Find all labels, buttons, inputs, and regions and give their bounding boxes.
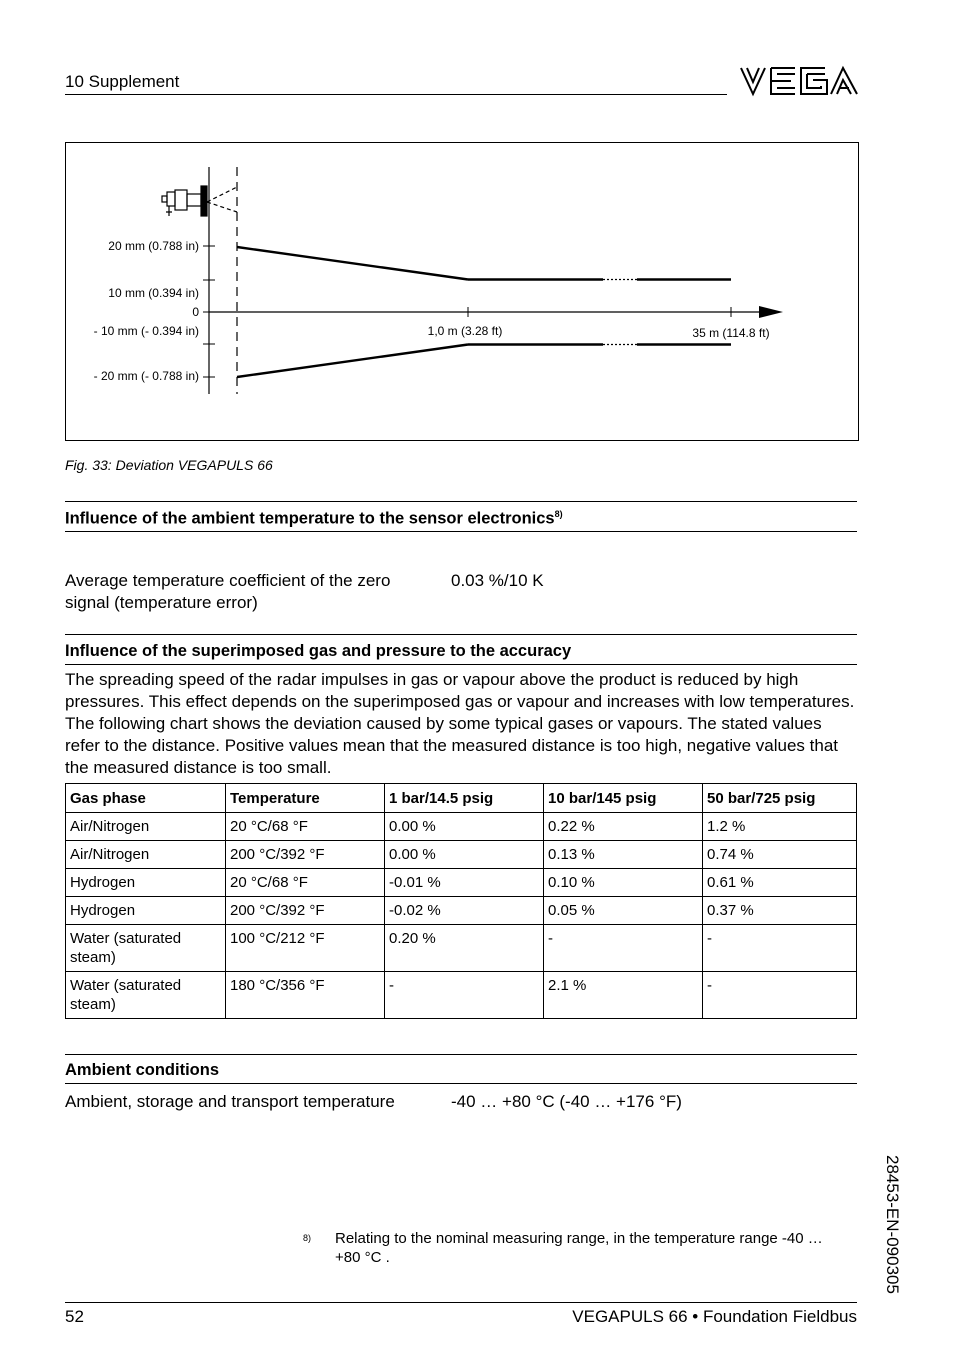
x-label-35m: 35 m (114.8 ft): [692, 326, 770, 340]
table-header: Gas phase: [66, 784, 226, 813]
y-label-minus-10: - 10 mm (- 0.394 in): [93, 324, 199, 338]
table-header: 50 bar/725 psig: [703, 784, 857, 813]
table-cell: 0.00 %: [385, 841, 544, 869]
table-cell: 0.22 %: [544, 813, 703, 841]
footnote-text: Relating to the nominal measuring range, in the temperature range -40 … +80 °C .: [335, 1230, 823, 1266]
table-cell: 200 °C/392 °F: [226, 841, 385, 869]
table-cell: -0.02 %: [385, 897, 544, 925]
upper-limit-slope: [237, 247, 468, 280]
section-title-ambient: Ambient conditions: [65, 1061, 219, 1079]
table-cell: 0.74 %: [703, 841, 857, 869]
x-axis-arrow: [759, 306, 783, 318]
table-cell: 1.2 %: [703, 813, 857, 841]
table-cell: -0.01 %: [385, 869, 544, 897]
section-rule: [65, 634, 857, 635]
table-cell: 200 °C/392 °F: [226, 897, 385, 925]
table-cell: Air/Nitrogen: [66, 813, 226, 841]
section-rule: [65, 501, 857, 502]
table-cell: 0.13 %: [544, 841, 703, 869]
table-cell: Air/Nitrogen: [66, 841, 226, 869]
lower-limit-slope: [237, 345, 468, 378]
ambient-temp-value: -40 … +80 °C (-40 … +176 °F): [451, 1092, 682, 1111]
section-header: 10 Supplement: [65, 72, 180, 91]
table-header: Temperature: [226, 784, 385, 813]
table-row: [66, 972, 857, 1019]
gas-deviation-table: [65, 783, 857, 1019]
header-rule: [65, 94, 727, 95]
table-row: [66, 925, 857, 972]
footnote-mark: 8): [303, 1233, 312, 1243]
table-cell: 0.10 %: [544, 869, 703, 897]
table-cell: Hydrogen: [66, 869, 226, 897]
page-number: 52: [65, 1307, 84, 1326]
ambient-temp-label: Ambient, storage and transport temperature: [65, 1092, 395, 1111]
table-cell: Water (saturated steam): [66, 925, 226, 972]
footnote-ref: 8): [554, 509, 563, 519]
table-cell: -: [703, 925, 857, 972]
table-cell: 0.37 %: [703, 897, 857, 925]
table-row: [66, 869, 857, 897]
table-cell: 0.05 %: [544, 897, 703, 925]
table-cell: 0.00 %: [385, 813, 544, 841]
temp-coefficient-label: Average temperature coefficient of the zero signal (temperature error): [65, 571, 391, 612]
table-row: [66, 841, 857, 869]
temp-coefficient-value: 0.03 %/10 K: [451, 571, 544, 590]
sensor-icon: [162, 186, 237, 216]
table-header-row: [66, 784, 857, 813]
table-row: [66, 897, 857, 925]
table-cell: 0.20 %: [385, 925, 544, 972]
table-header: 1 bar/14.5 psig: [385, 784, 544, 813]
y-label-0: 0: [192, 305, 199, 319]
section-rule: [65, 1083, 857, 1084]
table-cell: 2.1 %: [544, 972, 703, 1019]
table-cell: 20 °C/68 °F: [226, 869, 385, 897]
table-cell: 20 °C/68 °F: [226, 813, 385, 841]
y-label-minus-20: - 20 mm (- 0.788 in): [93, 369, 199, 383]
figure-caption: Fig. 33: Deviation VEGAPULS 66: [65, 457, 273, 473]
section-title-temperature: Influence of the ambient temperature to the sensor electronics$^{8)}$: [65, 509, 563, 528]
section-rule: [65, 664, 857, 665]
table-cell: Water (saturated steam): [66, 972, 226, 1019]
table-cell: 100 °C/212 °F: [226, 925, 385, 972]
vega-logo: [739, 62, 859, 100]
section-rule: [65, 1054, 857, 1055]
table-cell: 0.61 %: [703, 869, 857, 897]
table-cell: -: [385, 972, 544, 1019]
footer-product: VEGAPULS 66 • Foundation Fieldbus: [572, 1307, 857, 1326]
table-row: [66, 813, 857, 841]
section-title-gas: Influence of the superimposed gas and pressure to the accuracy: [65, 642, 572, 660]
section-rule: [65, 531, 857, 532]
y-label-20: 20 mm (0.788 in): [108, 239, 199, 253]
table-cell: -: [544, 925, 703, 972]
footer-rule: [65, 1302, 857, 1303]
deviation-chart: [65, 142, 857, 439]
table-cell: Hydrogen: [66, 897, 226, 925]
table-header: 10 bar/145 psig: [544, 784, 703, 813]
x-label-1m: 1,0 m (3.28 ft): [427, 324, 503, 338]
document-code: 28453-EN-090305: [883, 1155, 902, 1294]
table-cell: -: [703, 972, 857, 1019]
gas-description: The spreading speed of the radar impulses in gas or vapour above the product is reduced by high pressures. This effect depends on the superimposed gas or vapour and increases with low temperatures. The following chart shows the deviation caused by some typical gases or vapours. The stated values refer to the distance. Positive values mean that the measured distance is too high, negative values that the measured distance is too small.: [65, 670, 855, 777]
table-cell: 180 °C/356 °F: [226, 972, 385, 1019]
y-label-10: 10 mm (0.394 in): [108, 286, 199, 300]
